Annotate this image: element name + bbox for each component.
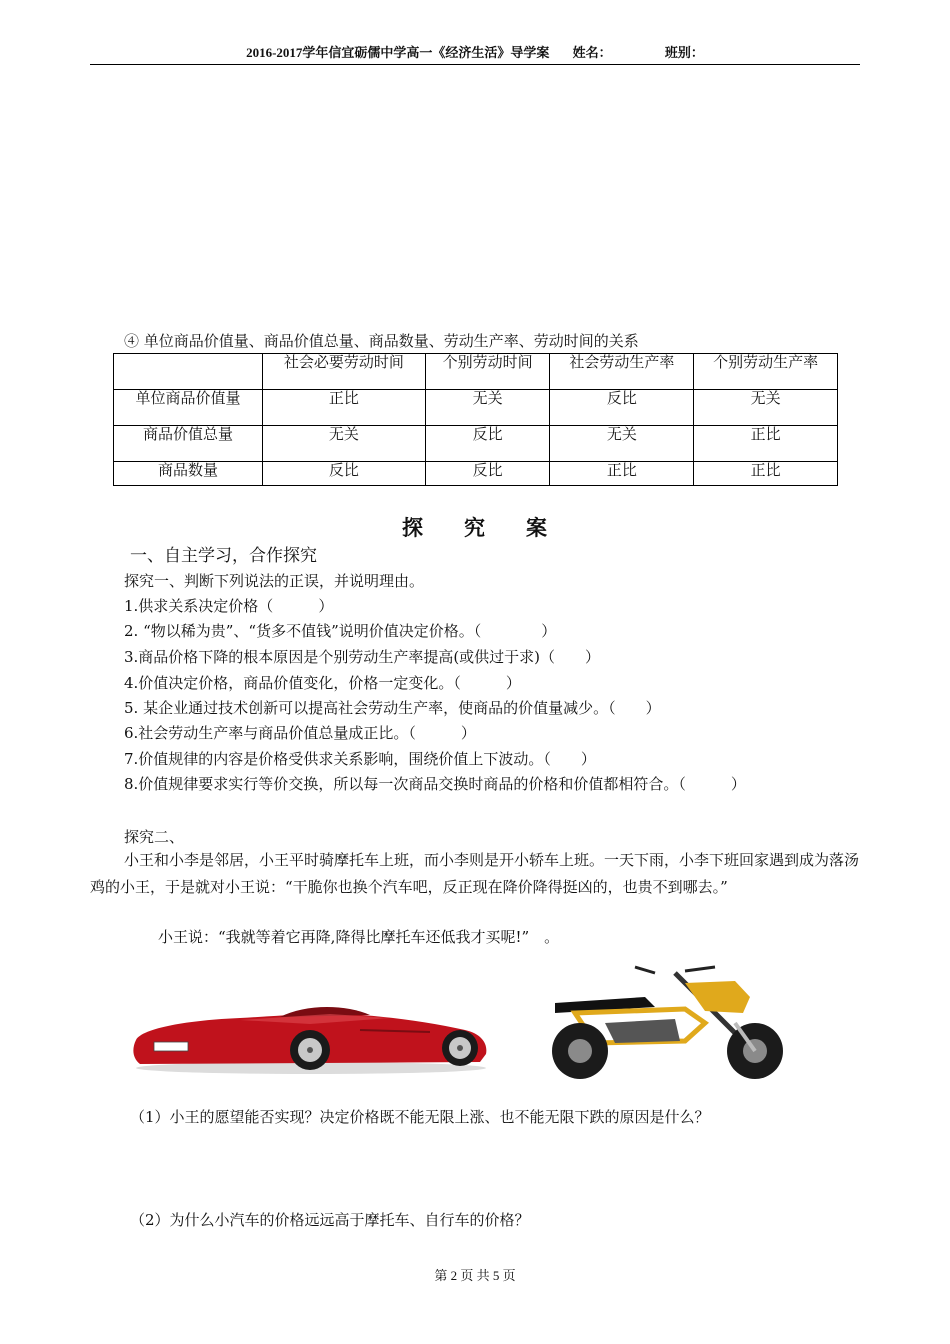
table-cell: 反比 (425, 462, 550, 486)
table-cell: 正比 (550, 462, 694, 486)
table-cell: 无关 (425, 390, 550, 426)
table-cell: 无关 (550, 426, 694, 462)
row-label: 商品价值总量 (114, 426, 263, 462)
list-item: 4.价值决定价格，商品价值变化，价格一定变化。（ ） (124, 674, 521, 692)
col-header: 社会劳动生产率 (550, 354, 694, 390)
relation-table (113, 353, 838, 486)
table-intro: ④ 单位商品价值量、商品价值总量、商品数量、劳动生产率、劳动时间的关系 (124, 332, 639, 350)
question-1: （1）小王的愿望能否实现？决定价格既不能无限上涨、也不能无限下跌的原因是什么？ (130, 1108, 710, 1126)
table-row (114, 462, 838, 486)
table-cell: 反比 (263, 462, 426, 486)
list-item: 8.价值规律要求实行等价交换，所以每一次商品交换时商品的价格和价值都相符合。（ ） (124, 775, 746, 793)
page-header (90, 44, 860, 65)
table-cell: 反比 (425, 426, 550, 462)
red-sports-car-image (130, 1000, 492, 1075)
explore2-reply: 小王说：“我就等着它再降,降得比摩托车还低我才买呢!” 。 (158, 928, 560, 946)
table-cell: 无关 (263, 426, 426, 462)
row-label: 单位商品价值量 (114, 390, 263, 426)
yellow-scooter-motorcycle-image (535, 963, 797, 1083)
table-header-row (114, 354, 838, 390)
col-header: 个别劳动生产率 (694, 354, 838, 390)
row-label: 商品数量 (114, 462, 263, 486)
header-title: 2016-2017学年信宜砺儒中学高一《经济生活》导学案 (246, 45, 550, 60)
table-cell: 无关 (694, 390, 838, 426)
table-corner-cell (114, 354, 263, 390)
list-item: 3.商品价格下降的根本原因是个别劳动生产率提高(或供过于求)（ ） (124, 648, 601, 666)
list-item: 2. “物以稀为贵”、“货多不值钱”说明价值决定价格。（ ） (124, 622, 557, 640)
col-header: 社会必要劳动时间 (263, 354, 426, 390)
subsection-heading: 一、自主学习，合作探究 (130, 546, 317, 566)
explore2-label: 探究二、 (124, 828, 185, 846)
table-cell: 正比 (694, 462, 838, 486)
header-class-label: 班别： (664, 45, 704, 60)
table-row (114, 426, 838, 462)
col-header: 个别劳动时间 (425, 354, 550, 390)
table-row (114, 390, 838, 426)
list-item: 1.供求关系决定价格（ ） (124, 597, 334, 615)
header-name-label: 姓名： (572, 45, 612, 60)
list-item: 5. 某企业通过技术创新可以提高社会劳动生产率，使商品的价值量减少。（ ） (124, 699, 661, 717)
table-cell: 正比 (263, 390, 426, 426)
page-footer: 第 2 页 共 5 页 (434, 1268, 516, 1283)
explore1-intro: 探究一、判断下列说法的正误，并说明理由。 (124, 572, 425, 590)
section-title: 探 究 案 (402, 515, 548, 540)
table-cell: 反比 (550, 390, 694, 426)
list-item: 7.价值规律的内容是价格受供求关系影响，围绕价值上下波动。（ ） (124, 750, 596, 768)
table-cell: 正比 (694, 426, 838, 462)
question-2: （2）为什么小汽车的价格远远高于摩托车、自行车的价格？ (130, 1211, 530, 1229)
list-item: 6.社会劳动生产率与商品价值总量成正比。（ ） (124, 724, 476, 742)
explore2-story: 小王和小李是邻居，小王平时骑摩托车上班，而小李则是开小轿车上班。一天下雨，小李下班回家遇到成为落汤鸡的小王，于是就对小王说：“干脆你也换个汽车吧，反正现在降价降得挺凶的，也贵不到哪去。” (90, 851, 860, 896)
